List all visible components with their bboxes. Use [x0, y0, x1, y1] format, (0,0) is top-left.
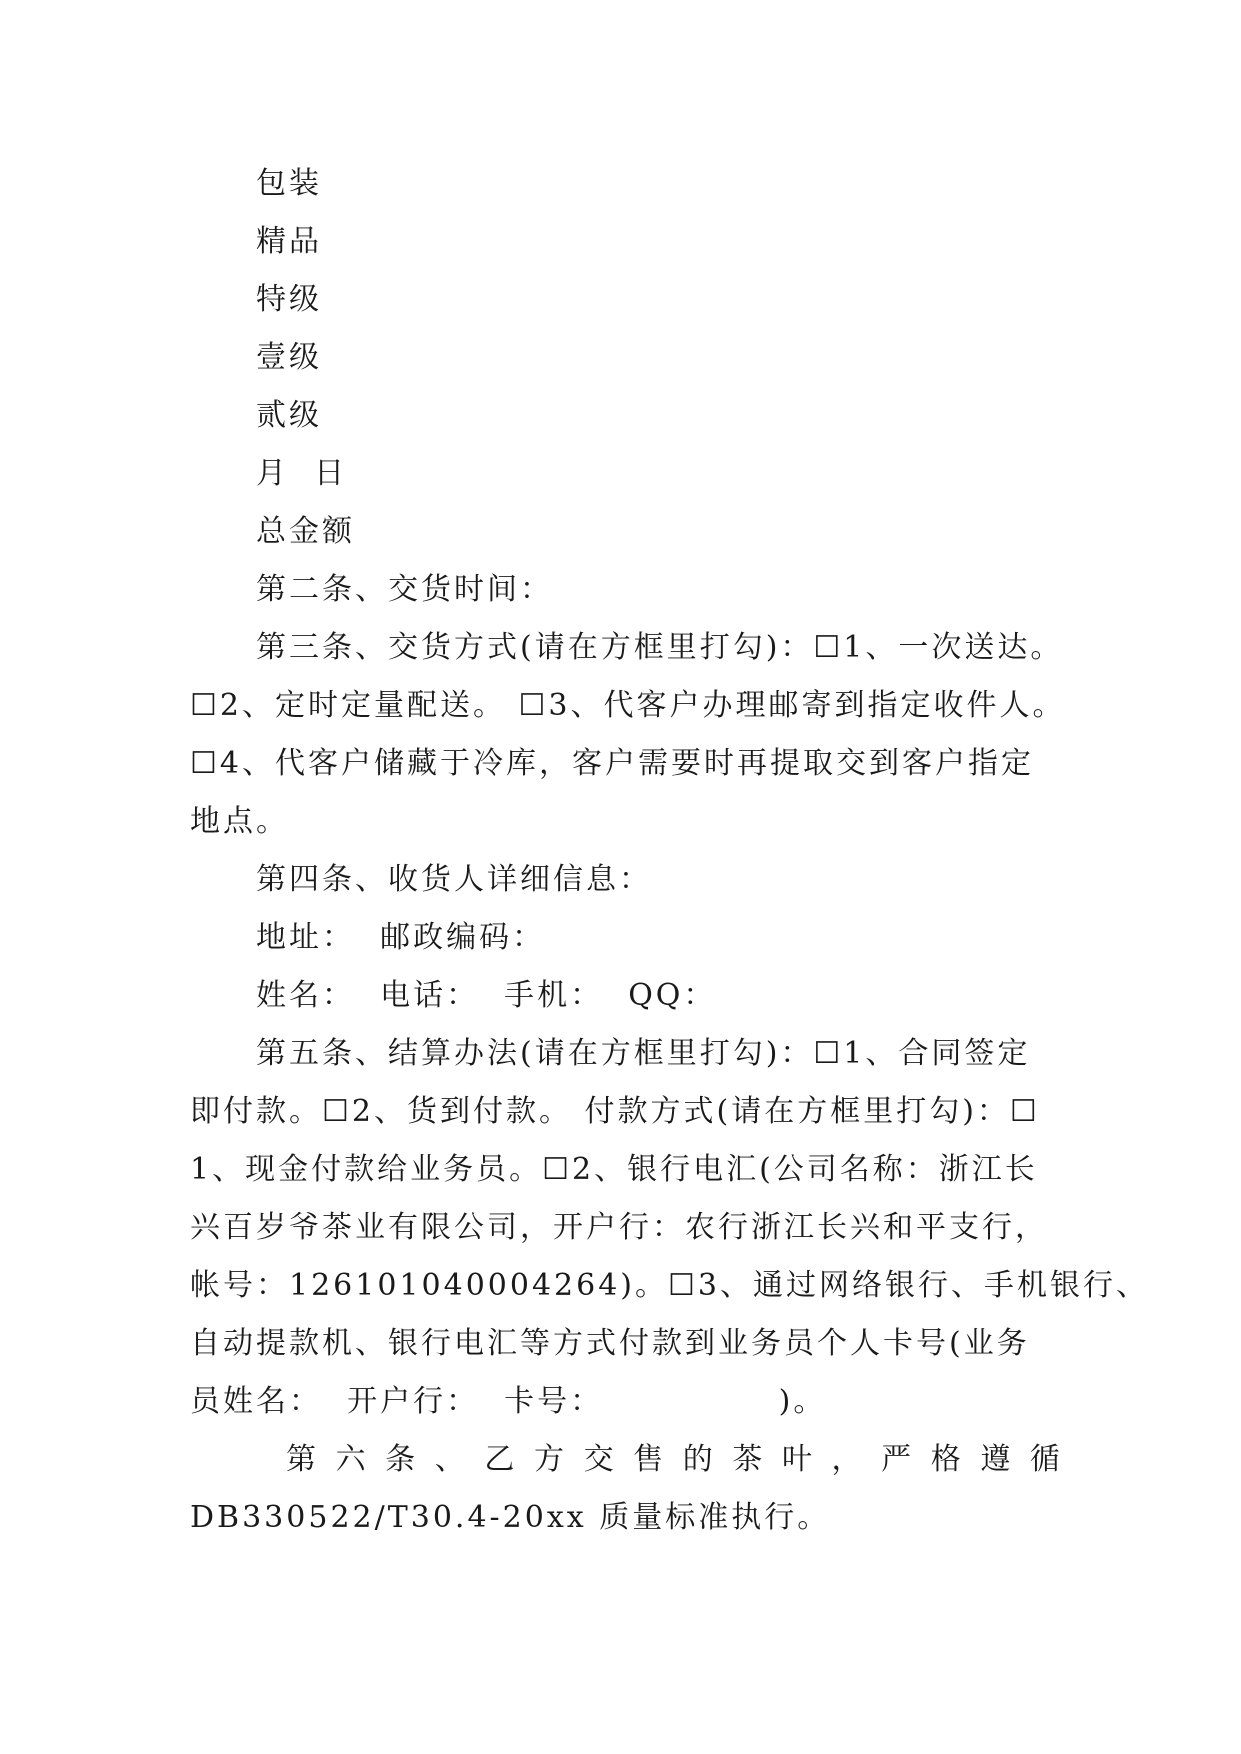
- contact-line: 姓名： 电话： 手机： QQ：: [256, 978, 717, 1013]
- article-6-char: 第: [286, 1442, 316, 1477]
- article-6-char: 循: [1029, 1442, 1060, 1477]
- article-6-char: 售: [633, 1442, 664, 1477]
- address-postcode-line: 地址： 邮政编码：: [256, 920, 546, 955]
- item-total-amount: 总金额: [256, 514, 355, 549]
- document-body: [190, 155, 1149, 1547]
- article-6-line-2: DB330522/T30.4-20xx 质量标准执行。: [190, 1500, 831, 1535]
- article-6-quality-standard: [190, 1431, 1060, 1547]
- article-6-char: 严: [881, 1442, 912, 1477]
- article-6-line-1: [190, 1431, 1060, 1489]
- item-special-grade: 特级: [256, 282, 322, 317]
- article-6-char: 遵: [980, 1442, 1011, 1477]
- article-2-delivery-time: 第二条、交货时间：: [256, 572, 553, 607]
- article-5-line-2: 即付款。☐2、货到付款。 付款方式(请在方框里打勾)：☐: [190, 1094, 1040, 1129]
- item-premium: 精品: [256, 224, 322, 259]
- article-5-line-4: 兴百岁爷茶业有限公司，开户行：农行浙江长兴和平支行，: [190, 1210, 1048, 1245]
- article-5-line-7: 员姓名： 开户行： 卡号： )。: [190, 1384, 827, 1419]
- article-6-char: 叶: [781, 1442, 812, 1477]
- article-5-line-3: 1、现金付款给业务员。☐2、银行电汇(公司名称：浙江长: [190, 1152, 1038, 1187]
- item-grade-two: 贰级: [256, 398, 322, 433]
- article-6-char: 六: [335, 1442, 366, 1477]
- article-5-line-5: 帐号：126101040004264)。☐3、通过网络银行、手机银行、: [190, 1268, 1149, 1303]
- item-grade-one: 壹级: [256, 340, 322, 375]
- article-6-char: ，: [831, 1442, 862, 1477]
- article-6-char: 的: [682, 1442, 713, 1477]
- article-4-title: 第四条、收货人详细信息：: [256, 862, 652, 897]
- article-5-line-6: 自动提款机、银行电汇等方式付款到业务员个人卡号(业务: [190, 1326, 1030, 1361]
- article-6-char: 、: [434, 1442, 465, 1477]
- article-3-delivery-method: [190, 619, 1066, 851]
- article-3-line-3: ☐4、代客户储藏于冷库，客户需要时再提取交到客户指定: [190, 746, 1034, 781]
- article-6-char: 交: [583, 1442, 614, 1477]
- article-6-char: 茶: [732, 1442, 763, 1477]
- article-6-char: 格: [930, 1442, 961, 1477]
- article-6-char: 乙: [484, 1442, 515, 1477]
- article-6-char: 条: [385, 1442, 416, 1477]
- article-6-char: 方: [533, 1442, 564, 1477]
- article-3-line-4: 地点。: [190, 804, 289, 839]
- article-5-line-1: 第五条、结算办法(请在方框里打勾)：☐1、合同签定: [256, 1036, 1031, 1071]
- article-4-consignee-info: [190, 851, 1060, 1025]
- article-3-line-1: 第三条、交货方式(请在方框里打勾)：☐1、一次送达。: [256, 630, 1064, 665]
- item-month-day: 月 日: [256, 456, 348, 491]
- item-packaging: 包装: [256, 166, 322, 201]
- article-5-settlement: [190, 1025, 1149, 1431]
- article-3-line-2: ☐2、定时定量配送。 ☐3、代客户办理邮寄到指定收件人。: [190, 688, 1066, 723]
